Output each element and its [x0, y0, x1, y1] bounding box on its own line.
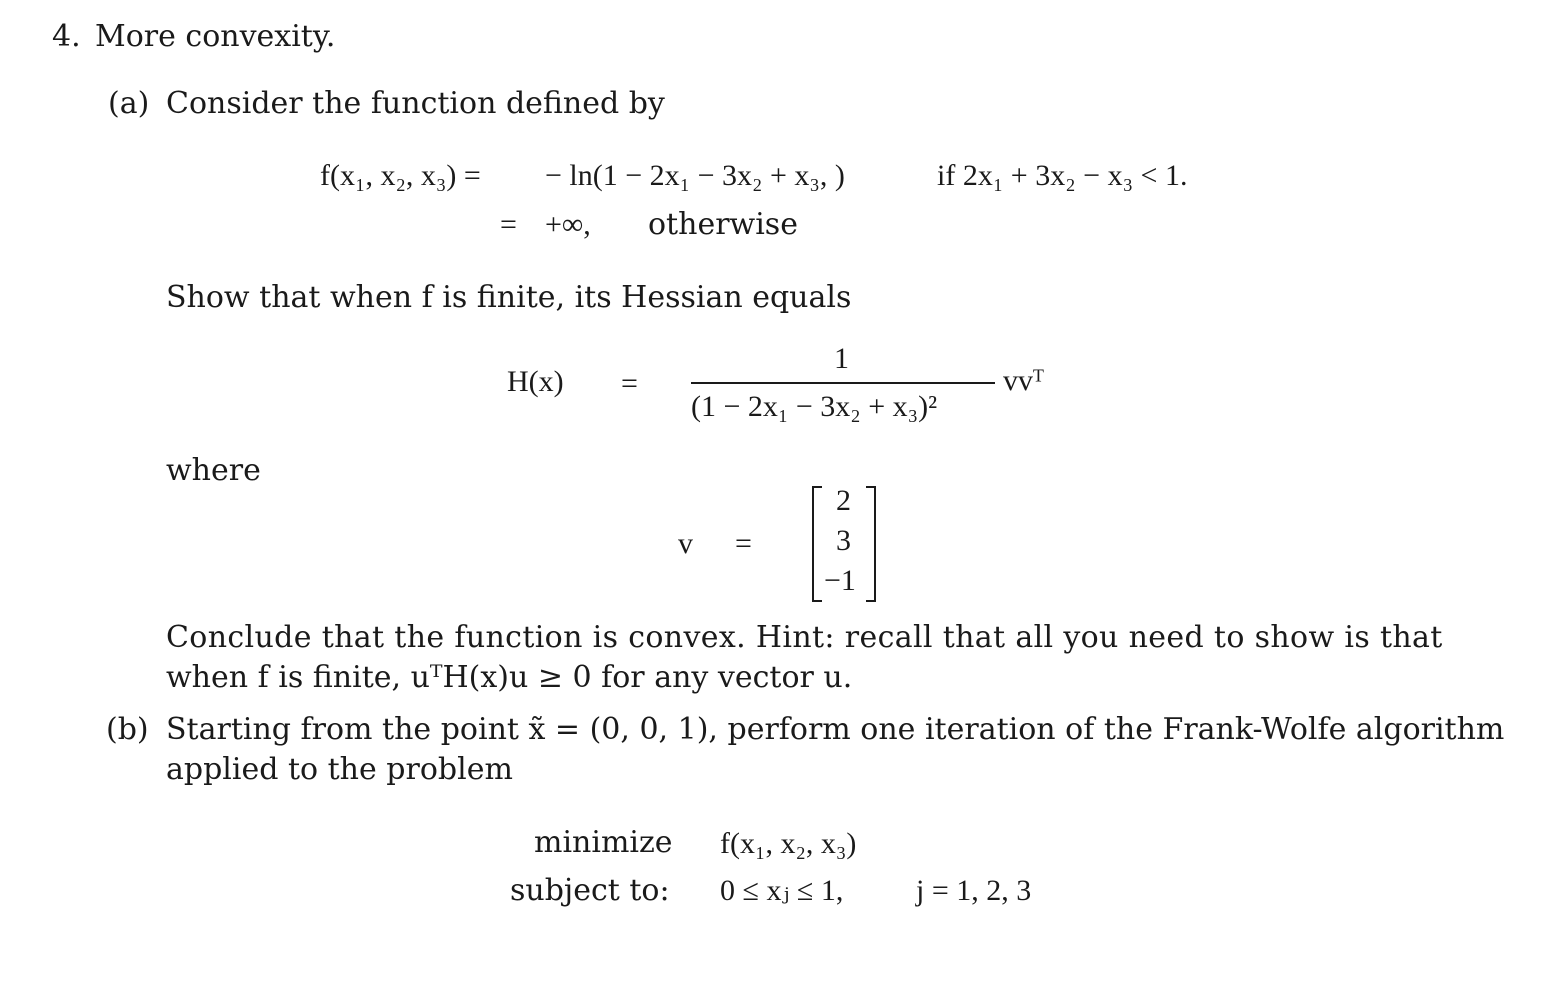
eq2-condition: otherwise	[648, 207, 798, 242]
index-range: j = 1, 2, 3	[916, 874, 1032, 907]
right-bracket	[866, 486, 876, 602]
part-a-label: (a)	[108, 86, 150, 121]
v-equals: =	[735, 527, 752, 560]
v-entry-3: −1	[824, 564, 856, 597]
show-hessian-text: Show that when f is finite, its Hessian equals	[166, 280, 852, 315]
subject-to-label: subject to:	[510, 873, 670, 908]
v-entry-1: 2	[836, 484, 851, 517]
v-lhs: v	[678, 527, 693, 560]
minimize-label: minimize	[534, 825, 673, 860]
problem-number: 4.	[52, 19, 81, 54]
eq1-lhs: f(x₁, x₂, x₃) =	[320, 159, 481, 192]
conclude-line-2: when f is finite, uᵀH(x)u ≥ 0 for any vector u.	[166, 660, 853, 695]
eq2-rhs: +∞,	[545, 208, 591, 241]
constraint: 0 ≤ xⱼ ≤ 1,	[720, 874, 844, 907]
hessian-equals: =	[621, 367, 638, 400]
part-b-line-1: Starting from the point x̃ = (0, 0, 1), perform one iteration of the Frank-Wolfe algorithm	[166, 712, 1505, 747]
left-bracket	[812, 486, 822, 602]
eq1-rhs: − ln(1 − 2x₁ − 3x₂ + x₃, )	[545, 159, 845, 192]
hessian-lhs: H(x)	[507, 365, 564, 398]
eq2-equals: =	[500, 208, 517, 241]
problem-title: More convexity.	[95, 19, 336, 54]
objective: f(x₁, x₂, x₃)	[720, 827, 857, 860]
fraction-bar	[691, 382, 995, 384]
hessian-denominator: (1 − 2x₁ − 3x₂ + x₃)²	[691, 390, 938, 423]
part-b-line-2: applied to the problem	[166, 752, 513, 787]
hessian-numerator: 1	[834, 342, 849, 375]
part-b-label: (b)	[106, 712, 149, 747]
conclude-line-1: Conclude that the function is convex. Hint: recall that all you need to show is that	[166, 620, 1443, 655]
eq1-condition: if 2x₁ + 3x₂ − x₃ < 1.	[937, 159, 1188, 192]
part-a-intro: Consider the function defined by	[166, 86, 665, 121]
where-text: where	[166, 453, 261, 488]
v-entry-2: 3	[836, 524, 851, 557]
hessian-outer-product: vvᵀ	[1003, 364, 1044, 397]
